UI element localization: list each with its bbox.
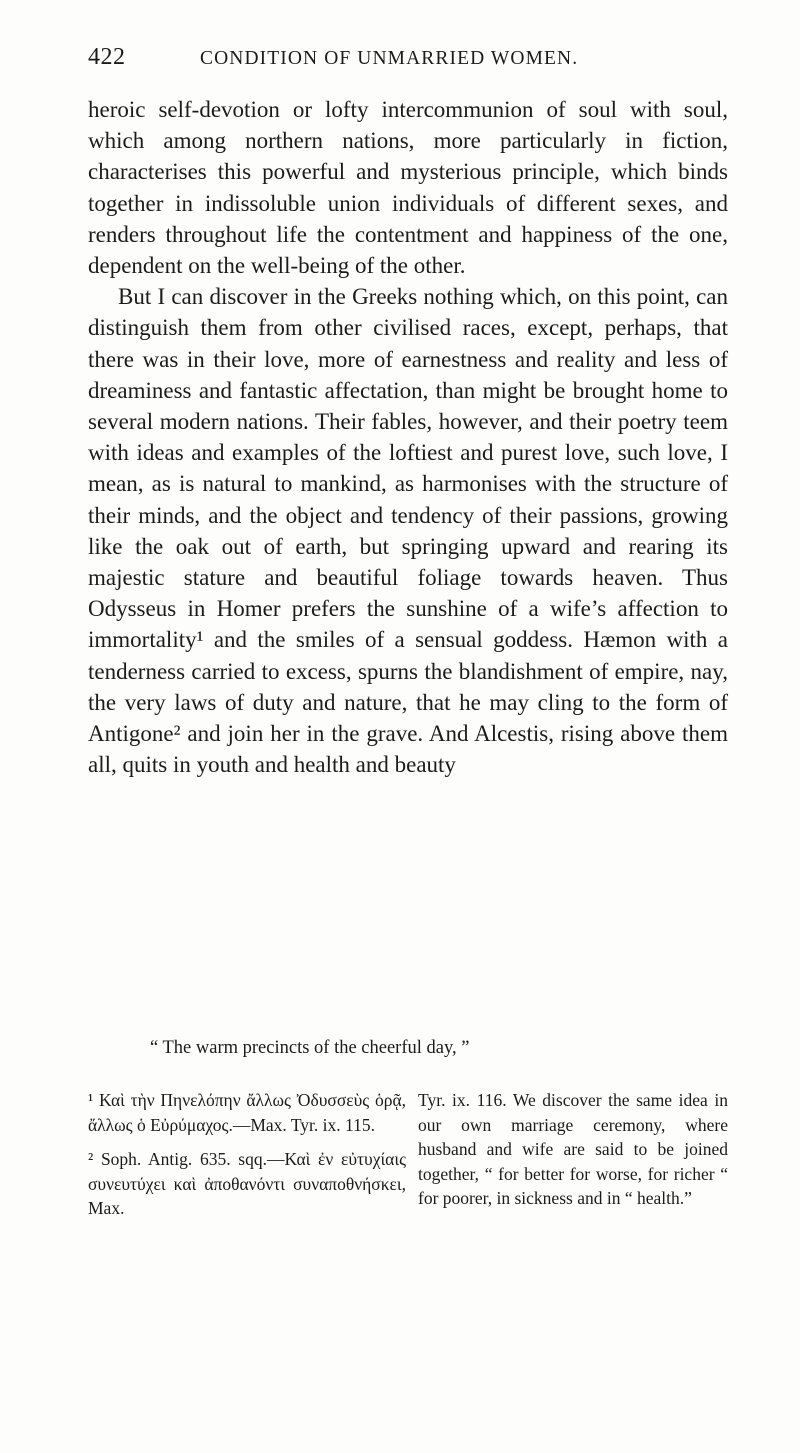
running-title: CONDITION OF UNMARRIED WOMEN.	[200, 48, 579, 69]
footnotes-left-column	[88, 1088, 406, 1231]
paragraph-continued: heroic self-devotion or lofty intercommunion of soul with soul, which among northern nations, more particularly in fiction, characterises this powerful and mysterious principle, which binds together in indissoluble union individuals of different sexes, and renders throughout life the contentment and happiness of the one, dependent on the well-being of the other.	[88, 97, 728, 279]
paragraph-greeks: But I can discover in the Greeks nothing which, on this point, can distinguish them from other civilised races, except, perhaps, that there was in their love, more of earnestness and reality and less of dreaminess and fantastic affectation, than might be brought home to several modern nations. Their fables, however, and their poetry teem with ideas and examples of the loftiest and purest love, such love, I mean, as is natural to mankind, as harmonises with the structure of their minds, and the object and tendency of their passions, growing like the oak out of earth, but springing upward and rearing its majestic stature and beautiful foliage towards heaven. Thus Odysseus in Homer prefers the sunshine of a wife’s affection to immortality¹ and the smiles of a sensual goddess. Hæmon with a tenderness carried to excess, spurns the blandishment of empire, nay, the very laws of duty and nature, that he may cling to the form of Antigone² and join her in the grave. And Alcestis, rising above them all, quits in youth and health and beauty	[88, 284, 728, 778]
verse-quotation: “ The warm precincts of the cheerful day, ”	[150, 1038, 470, 1058]
page-header	[88, 44, 728, 80]
page-number: 422	[88, 44, 126, 70]
footnote-2: ² Soph. Antig. 635. sqq.—Καὶ ἐν εὐτυχίαις συνευτύχει καὶ ἀποθανόντι συναποθνήσκει, Max.	[88, 1149, 406, 1218]
main-text	[88, 94, 728, 780]
footnote-1: ¹ Καὶ τὴν Πηνελόπην ἄλλως Ὀδυσσεὺς ὁρᾷ, ἄλλως ὁ Εὐρύμαχος.—Max. Tyr. ix. 115.	[88, 1090, 406, 1135]
footnote-1-continuation: Tyr. ix. 116. We discover the same idea in our own marriage ceremony, where husband and wife are said to be joined together, “ for better for worse, for richer “ for poorer, in sickness and in “ health.”	[418, 1090, 728, 1208]
footnotes-right-column	[418, 1088, 728, 1221]
